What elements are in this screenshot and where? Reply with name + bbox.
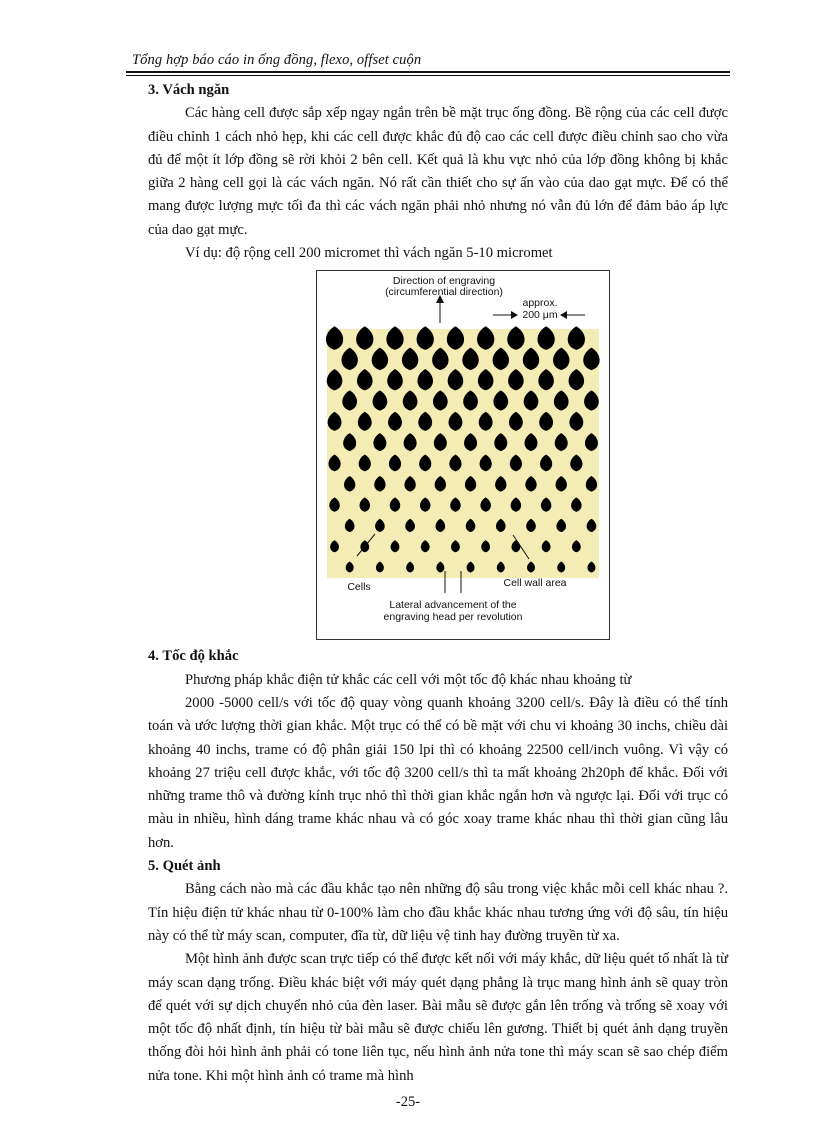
section-heading-cell-wall: 3. Vách ngăn bbox=[148, 82, 230, 98]
cell-wall-area-label: Cell wall area bbox=[503, 577, 567, 590]
lateral-advancement-label-line2: engraving head per revolution bbox=[383, 611, 523, 624]
header-rule-thin bbox=[126, 75, 730, 76]
lateral-advancement-label-line1: Lateral advancement of the bbox=[389, 599, 517, 612]
paragraph-scanning-drum: Một hình ảnh được scan trực tiếp có thể được kết nối với máy khắc, dữ liệu quét tố nhất là từ máy scan dạng trống. Điều khác biệt với máy quét dạng phẳng là trục mang hình ảnh sẽ quay tròn để quét với sự dịch chuyển nhỏ của đèn laser. Bài mẫu sẽ được gắn lên trống và trống sẽ xoay với một tốc độ nhất định, tín hiệu từ bài mẫu sẽ được chiếu lên gương. Thiết bị quét ảnh dạng truyền thống đòi hỏi hình ảnh phải có tone liên tục, nếu hình ảnh nửa tone thì máy scan sẽ sao chép điểm nửa tone. Khi một hình ảnh có trame mà hình bbox=[148, 951, 728, 1084]
paragraph-cell-wall: Các hàng cell được sắp xếp ngay ngắn trên bề mặt trục ống đồng. Bề rộng của các cell được điều chỉnh 1 cách nhỏ hẹp, khi các cell được khắc đủ độ cao các cell được điều chỉnh sao cho vừa đủ để một ít lớp đồng sẽ rời khỏi 2 bên cell. Kết quả là khu vực nhỏ của lớp đồng không bị khắc giữa 2 hàng cell gọi là các vách ngăn. Nó rất cần thiết cho sự ấn vào của dao gạt mực. Để có thể mang được lượng mực tối đa thì các vách ngăn phải nhỏ nhưng nó vẫn đủ lớn để đảm bảo áp lực của dao gạt mực. bbox=[148, 105, 728, 238]
engraving-figure bbox=[316, 270, 610, 640]
section-heading-engraving-speed: 4. Tốc độ khắc bbox=[148, 648, 239, 665]
paragraph-scanning-signal: Bằng cách nào mà các đầu khắc tạo nên những độ sâu trong việc khắc mỗi cell khác nhau ?. Tín hiệu điện tử khác nhau từ 0-100% làm cho đầu khắc khác nhau tương ứng với độ sâu, tín hiệu này có thể từ máy scan, computer, đĩa từ, dữ liệu vệ tinh hay đường truyền từ xa. bbox=[148, 881, 728, 944]
cells-label: Cells bbox=[347, 581, 371, 594]
running-header: Tổng hợp báo cáo in ống đồng, flexo, offset cuộn bbox=[132, 52, 422, 68]
section-heading-scanning: 5. Quét ảnh bbox=[148, 858, 221, 875]
page-content bbox=[148, 79, 728, 1088]
header-rule-thick bbox=[126, 71, 730, 73]
paragraph-speed-details: 2000 -5000 cell/s với tốc độ quay vòng quanh khoảng 3200 cell/s. Đây là điều có thể tính toán và ước lượng thời gian khắc. Một trục có thể có bề mặt với chu vi khoảng 30 inchs, chiều dài khoảng 40 inchs, trame có độ phân giải 150 lpi thì có khoảng 22500 cell/inch vuông. Vì vậy có khoảng 27 triệu cell được khắc, với tốc độ 3200 cell/s thì ta mất khoảng 2h20ph để khắc. Đối với những trame thô và đường kính trục nhỏ thì thời gian khắc ngắn hơn và ngược lại. Đối với trục có màu in nhiều, hình dáng trame khác nhau và có góc xoay trame khác nhau thì thời gian cũng lâu hơn. bbox=[148, 694, 728, 851]
page-number: -25- bbox=[395, 1094, 421, 1110]
paragraph-example: Ví dụ: độ rộng cell 200 micromet thì vách ngăn 5-10 micromet bbox=[185, 245, 553, 262]
paragraph-speed-intro: Phương pháp khắc điện tử khắc các cell với một tốc độ khác nhau khoảng từ bbox=[185, 671, 632, 688]
approx-value-label: 200 μm bbox=[522, 309, 558, 322]
direction-label-line1: Direction of engraving bbox=[392, 275, 496, 288]
direction-label-line2: (circumferential direction) bbox=[385, 286, 503, 299]
approx-label: approx. bbox=[522, 297, 558, 310]
